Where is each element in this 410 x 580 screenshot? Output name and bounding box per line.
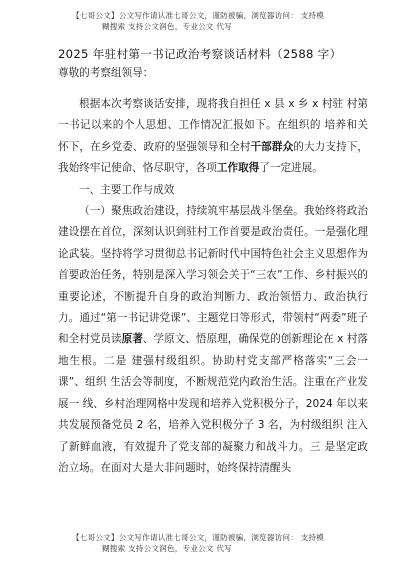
body-bold: 原著 bbox=[121, 333, 143, 346]
intro-text-a: 根据本次考察谈话安排，现将我自担任 x 县 x 乡 x 村驻 村第一书记以来的个人思想、工作情况汇报如下。在组织的 培养和关怀下，在乡党委、政府的坚强领导和全村 bbox=[58, 98, 368, 153]
body-text-a: （一）聚焦政治建设，持续筑牢基层战斗堡垒。我始终将政治建设摆在首位，深刻认识到驻村工作首要是政治责任。一是强化理论武装。坚持将学习贯彻总书记新时代中国特色社会主义思想作为首要政治任务，特别是深入学习领会关于“三农”工作、乡村振兴的重要论述，不断提升自身的政治判断力、政治领悟力、政治执行力。通过“第一书记讲党课”、主题党日等形式，带领村“两委”班子和全村党员读 bbox=[58, 205, 368, 346]
section-heading-1: 一、主要工作与成效 bbox=[79, 183, 175, 196]
watermark-line-2: 糊搜索 支持公文润色，专业公文 代写 bbox=[102, 22, 232, 31]
watermark-line-1: 【七哥公文】公文写作请认准七哥公文，谨防被骗，浏览器访问： 支持模 bbox=[72, 11, 325, 20]
footer-watermark-line-2: 糊搜索 支持公文润色，专业公文 代写 bbox=[102, 544, 232, 553]
intro-bold-2: 工作取得 bbox=[216, 162, 260, 175]
header-watermark bbox=[72, 10, 372, 32]
document-body bbox=[58, 46, 368, 479]
intro-bold-1: 干部群众 bbox=[250, 140, 294, 153]
greeting: 尊敬的考察组领导： bbox=[58, 67, 154, 79]
footer-watermark bbox=[72, 532, 372, 554]
intro-text-c: 了一定进展。 bbox=[259, 162, 323, 175]
document-title: 2025 年驻村第一书记政治考察谈话材料（2588 字） bbox=[58, 47, 342, 61]
intro-paragraph bbox=[58, 94, 368, 180]
footer-watermark-line-1: 【七哥公文】公文写作请认准七哥公文，谨防被骗，浏览器访问： 支持模 bbox=[72, 533, 325, 542]
intro-text-b: 的大力支持下，我始终牢记使命、恪尽职守，各项 bbox=[58, 140, 369, 175]
body-text-b: 、学原文、悟原理，确保党的创新理论在 x 村落地生根。二是 建强村级组织。协助村党支部严格落实“三会一课”、组织 生活会等制度，不断规范党内政治生活。注重在产业发展一 线、乡村治理网格中发现和培养入党积极分子，2024 年以来 共发展预备党员 2 名，培养入党积极分子 3 名，为村级组织 注入了新鲜血液，有效提升了党支部的凝聚力和战斗力。三 是坚定政治立场。在面对大是大非问题时，始终保持清醒头 bbox=[58, 333, 368, 474]
body-paragraph bbox=[58, 201, 368, 479]
